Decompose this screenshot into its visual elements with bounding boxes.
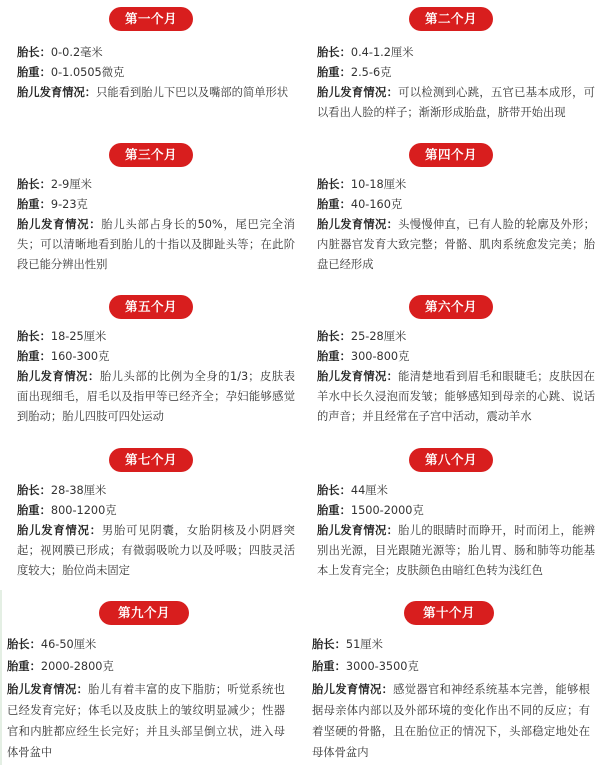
length-value: 0.4-1.2厘米 — [350, 46, 414, 59]
weight-label: 胎重： — [317, 504, 351, 517]
length-label: 胎长： — [17, 330, 51, 343]
development-row — [7, 679, 285, 763]
development-row — [317, 367, 595, 427]
length-value: 46-50厘米 — [40, 638, 97, 651]
length-row — [17, 175, 92, 195]
weight-label: 胎重： — [317, 350, 351, 363]
length-value: 51厘米 — [345, 638, 383, 651]
weight-row — [317, 63, 391, 83]
length-label: 胎长： — [17, 484, 51, 497]
development-value: 可以检测到心跳，五官已基本成形，可以看出人脸的样子；渐渐形成胎盘，脐带开始出现 — [317, 86, 595, 119]
weight-row — [317, 195, 402, 215]
weight-value: 300-800克 — [350, 350, 410, 363]
development-label: 胎儿发育情况： — [17, 524, 102, 537]
development-label: 胎儿发育情况： — [317, 370, 399, 383]
length-value: 0-0.2毫米 — [50, 46, 103, 59]
month-badge: 第十个月 — [404, 601, 494, 625]
development-row — [17, 83, 295, 103]
month-badge: 第三个月 — [109, 143, 193, 167]
length-value: 44厘米 — [350, 484, 388, 497]
length-label: 胎长： — [17, 178, 51, 191]
length-row — [17, 43, 103, 63]
development-value: 只能看到胎儿下巴以及嘴部的简单形状 — [96, 86, 289, 99]
weight-label: 胎重： — [312, 660, 346, 673]
length-label: 胎长： — [312, 638, 346, 651]
weight-row — [17, 195, 88, 215]
development-row — [17, 521, 295, 581]
weight-label: 胎重： — [7, 660, 41, 673]
development-value: 胎儿头部的比例为全身的1/3；皮肤表面出现细毛，眉毛以及指甲等已经齐全；孕妇能够感觉到胎动；胎儿四肢可四处运动 — [17, 370, 295, 423]
length-value: 28-38厘米 — [50, 484, 107, 497]
length-value: 18-25厘米 — [50, 330, 107, 343]
development-label: 胎儿发育情况： — [317, 524, 399, 537]
development-row — [17, 215, 295, 275]
weight-row — [17, 63, 124, 83]
weight-row — [17, 347, 109, 367]
weight-value: 2000-2800克 — [40, 660, 114, 673]
weight-label: 胎重： — [317, 66, 351, 79]
length-row — [7, 635, 96, 655]
weight-value: 40-160克 — [350, 198, 403, 211]
weight-label: 胎重： — [317, 198, 351, 211]
weight-value: 2.5-6克 — [350, 66, 392, 79]
development-value: 感觉器官和神经系统基本完善，能够根据母亲体内部以及外部环境的变化作出不同的反应；有着坚硬的骨骼，且在胎位正的情况下，头部稳定地处在母体骨盆内 — [312, 683, 590, 759]
length-value: 2-9厘米 — [50, 178, 92, 191]
development-row — [312, 679, 590, 763]
length-label: 胎长： — [317, 178, 351, 191]
length-row — [317, 175, 406, 195]
length-label: 胎长： — [317, 484, 351, 497]
length-label: 胎长： — [17, 46, 51, 59]
development-value: 男胎可见阴囊，女胎阴核及小阴唇突起；视网膜已形成；有微弱吸吮力以及呼吸；四肢灵活度较大；胎位尚未固定 — [17, 524, 295, 577]
length-label: 胎长： — [317, 46, 351, 59]
month-badge: 第五个月 — [109, 295, 193, 319]
development-label: 胎儿发育情况： — [17, 218, 102, 231]
length-label: 胎长： — [7, 638, 41, 651]
length-row — [317, 481, 388, 501]
weight-value: 3000-3500克 — [345, 660, 419, 673]
month-badge: 第四个月 — [409, 143, 493, 167]
development-value: 头慢慢伸直，已有人脸的轮廓及外形；内脏器官发育大致完整；骨骼、肌肉系统愈发完美；胎盘已经形成 — [317, 218, 595, 271]
development-label: 胎儿发育情况： — [317, 218, 399, 231]
left-edge-line — [0, 590, 2, 765]
development-value: 胎儿的眼睛时而睁开，时而闭上，能辨别出光源，目光跟随光源等；胎儿胃、肠和肺等功能基本上发育完全；皮肤颜色由暗红色转为浅红色 — [317, 524, 595, 577]
development-value: 胎儿有着丰富的皮下脂肪；听觉系统也已经发育完好；体毛以及皮肤上的皱纹明显减少；性器官和内脏都应经生长完好；并且头部呈倒立状，进入母体骨盆中 — [7, 683, 285, 759]
weight-value: 0-1.0505微克 — [50, 66, 125, 79]
weight-row — [317, 501, 424, 521]
weight-row — [317, 347, 409, 367]
length-row — [312, 635, 383, 655]
weight-label: 胎重： — [17, 198, 51, 211]
length-row — [317, 327, 406, 347]
weight-label: 胎重： — [17, 66, 51, 79]
development-row — [17, 367, 295, 427]
development-row — [317, 83, 595, 123]
length-row — [17, 327, 106, 347]
month-badge: 第六个月 — [409, 295, 493, 319]
development-value: 胎儿头部占身长的50%，尾巴完全消失；可以清晰地看到胎儿的十指以及脚趾头等；在此阶段已能分辨出性别 — [17, 218, 295, 271]
weight-value: 1500-2000克 — [350, 504, 424, 517]
weight-label: 胎重： — [17, 504, 51, 517]
weight-row — [7, 657, 114, 677]
length-value: 25-28厘米 — [350, 330, 407, 343]
length-label: 胎长： — [317, 330, 351, 343]
development-label: 胎儿发育情况： — [312, 683, 394, 696]
month-badge: 第九个月 — [99, 601, 189, 625]
weight-value: 160-300克 — [50, 350, 110, 363]
month-badge: 第七个月 — [109, 448, 193, 472]
weight-row — [17, 501, 117, 521]
length-row — [317, 43, 414, 63]
length-value: 10-18厘米 — [350, 178, 407, 191]
development-label: 胎儿发育情况： — [7, 683, 89, 696]
month-badge: 第一个月 — [109, 7, 193, 31]
month-badge: 第二个月 — [409, 7, 493, 31]
development-label: 胎儿发育情况： — [17, 370, 100, 383]
weight-row — [312, 657, 419, 677]
development-label: 胎儿发育情况： — [17, 86, 97, 99]
month-badge: 第八个月 — [409, 448, 493, 472]
weight-value: 9-23克 — [50, 198, 88, 211]
development-value: 能清楚地看到眉毛和眼睫毛；皮肤因在羊水中长久浸泡而发皱；能够感知到母亲的心跳、说话的声音；并且经常在子宫中活动，震动羊水 — [317, 370, 595, 423]
weight-value: 800-1200克 — [50, 504, 117, 517]
length-row — [17, 481, 106, 501]
development-row — [317, 215, 595, 275]
development-label: 胎儿发育情况： — [317, 86, 399, 99]
weight-label: 胎重： — [17, 350, 51, 363]
development-row — [317, 521, 595, 581]
